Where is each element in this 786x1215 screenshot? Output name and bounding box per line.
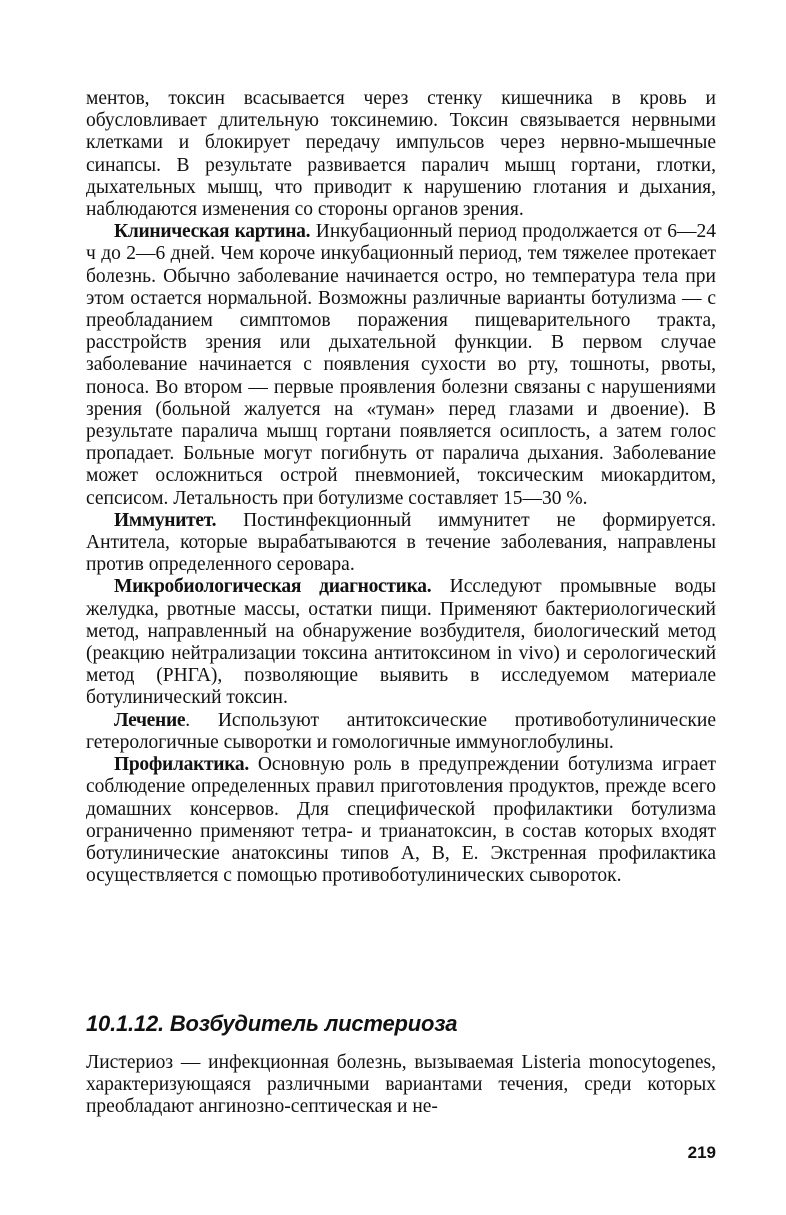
paragraph-text: Листериоз — инфекционная болезнь, вызываемая Listeria monocytogenes, характеризующаяся различными вариантами течения, среди которых преобладают ангинозно-септическая и не- <box>86 1052 716 1118</box>
paragraph-heading: Лечение <box>114 709 186 731</box>
paragraph-heading: Клиническая картина. <box>114 221 311 243</box>
page-body <box>86 88 716 887</box>
paragraph-immunity <box>86 510 716 577</box>
paragraph-diagnostics <box>86 576 716 709</box>
paragraph-prevention <box>86 754 716 887</box>
section-heading: 10.1.12. Возбудитель листериоза <box>86 1011 458 1036</box>
paragraph-listeriosis <box>86 1052 716 1119</box>
page-bottom-text <box>86 1052 716 1119</box>
paragraph-text: Инкубационный период продолжается от 6—24 ч до 2—6 дней. Чем короче инкубационный период, тем тяжелее протекает болезнь. Обычно заболевание начинается остро, но температура тела при этом остается нормальной. Возможны различные варианты ботулизма — с преобладанием симптомов поражения пищеварительного тракта, расстройств зрения или дыхательной функции. В первом случае заболевание начинается с появления сухости во рту, тошноты, рвоты, поноса. Во втором — первые проявления болезни связаны с нарушениями зрения (больной жалуется на «туман» перед глазами и двоение). В результате паралича мышц гортани появляется осиплость, а затем голос пропадает. Больные могут погибнуть от паралича дыхания. Заболевание может осложниться острой пневмонией, токсическим миокардитом, сепсисом. Летальность при ботулизме составляет 15—30 %. <box>86 221 716 509</box>
paragraph-clinical-picture <box>86 221 716 510</box>
paragraph-text: . Используют антитоксические противоботулинические гетерологичные сыворотки и гомологичные иммуноглобулины. <box>86 709 716 753</box>
paragraph-heading: Микробиологическая диагностика. <box>114 576 432 598</box>
paragraph-heading: Иммунитет. <box>114 509 217 531</box>
paragraph-heading: Профилактика. <box>114 754 249 776</box>
paragraph-text: Основную роль в предупреждении ботулизма играет соблюдение определенных правил приготовления продуктов, прежде всего домашних консервов. Для специфической профилактики ботулизма ограниченно применяют тетра- и трианатоксин, в состав которых входят ботулинические анатоксины типов А, В, Е. Экстренная профилактика осуществляется с помощью противоботулинических сывороток. <box>86 754 716 887</box>
paragraph-text: ментов, токсин всасывается через стенку кишечника в кровь и обусловливает длительную токсинемию. Токсин связывается нервными клетками и блокирует передачу импульсов через нервно-мышечные синапсы. В результате развивается паралич мышц гортани, глотки, дыхательных мышц, что приводит к нарушению глотания и дыхания, наблюдаются изменения со стороны органов зрения. <box>86 88 716 221</box>
paragraph-treatment <box>86 710 716 754</box>
page-number: 219 <box>687 1143 716 1162</box>
paragraph-text: Постинфекционный иммунитет не формируется. Антитела, которые вырабатываются в течение заболевания, направлены против определенного серовара. <box>86 509 716 576</box>
paragraph-continuation <box>86 88 716 221</box>
paragraph-text: Исследуют промывные воды желудка, рвотные массы, остатки пищи. Применяют бактериологический метод, направленный на обнаружение возбудителя, биологический метод (реакцию нейтрализации токсина антитоксином in vivo) и серологический метод (РНГА), позволяющие выявить в исследуемом материале ботулинический токсин. <box>86 576 716 709</box>
